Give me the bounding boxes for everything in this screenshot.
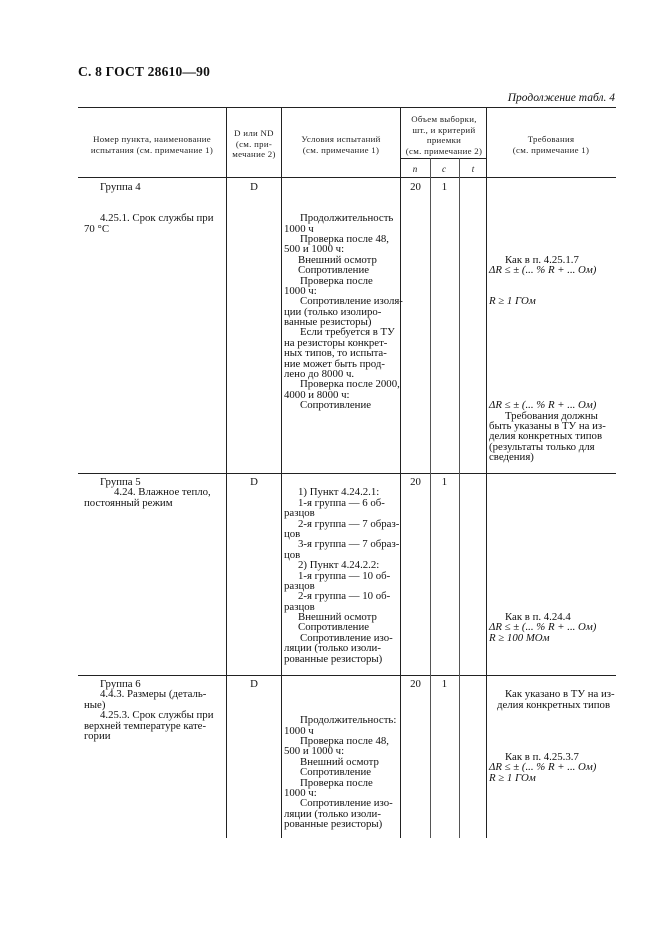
header-col1: [80, 134, 224, 155]
header-col5-text: Требования (см. примечание 1): [512, 134, 590, 155]
cell-line: [489, 369, 615, 379]
cell-line: 1000 ч:: [284, 786, 317, 799]
cell-line: Требования должны: [505, 409, 598, 422]
cell-line: Сопротивление: [298, 621, 370, 634]
col-divider-2: [281, 107, 282, 838]
clause-text: 4.24. Влажное тепло,: [114, 486, 211, 499]
cell-line: [489, 571, 615, 581]
cell-line: [489, 379, 615, 389]
requirement-text: Как указано в ТУ на из-: [505, 688, 615, 701]
cell-line: Сопротивление изо-: [300, 797, 393, 810]
group4-c: 1: [441, 181, 448, 193]
cell-line: 4000 и 8000 ч:: [284, 388, 350, 401]
table-header-border: [78, 177, 616, 178]
header-col5: [487, 134, 615, 155]
header-col3-text: Условия испытаний (см. примечание 1): [301, 134, 381, 155]
col-divider-1: [226, 107, 227, 838]
cell-line: Если требуется в ТУ: [300, 326, 395, 339]
group4-col5: [489, 182, 615, 463]
cell-line: Сопротивление: [300, 766, 372, 779]
cell-line: [489, 348, 615, 358]
cell-line: Сопротивление изо-: [300, 631, 393, 644]
cell-line: 1-я группа — 10 об-: [298, 569, 391, 582]
cell-line: 1) Пункт 4.24.2.1:: [298, 486, 380, 499]
requirement-formula: R ≥ 1 ГОм: [489, 771, 536, 784]
cell-line: на резисторы конкрет-: [284, 336, 388, 349]
requirement-formula: ΔR ≤ ± (... % R + ... Ом): [489, 761, 597, 774]
col-divider-c: [430, 158, 431, 838]
cell-line: делия конкретных типов: [489, 430, 603, 443]
cell-line: Продолжительность: [300, 212, 394, 225]
cell-line: [489, 731, 615, 741]
cell-line: цов: [284, 527, 301, 540]
cell-line: лено до 8000 ч.: [284, 368, 355, 381]
group4-col3: [284, 182, 403, 412]
group5-col1: [84, 477, 224, 508]
cell-line: [489, 477, 615, 487]
group-label: Группа 4: [100, 181, 141, 193]
cell-line: [489, 498, 615, 508]
col-divider-4: [486, 107, 487, 838]
requirement-ref: Как в п. 4.24.4: [505, 611, 571, 624]
cell-line: разцов: [284, 579, 315, 592]
cell-line: [284, 182, 398, 192]
group5-c: 1: [441, 476, 448, 488]
cell-line: Сопротивление: [298, 264, 370, 277]
cell-line: [284, 694, 398, 704]
cell-line: 2-я группа — 7 образ-: [298, 517, 400, 530]
cell-line: разцов: [284, 507, 315, 520]
cell-line: цов: [284, 548, 301, 561]
cell-line: Проверка после: [300, 274, 373, 287]
cell-line: [489, 182, 615, 192]
cell-line: [489, 213, 615, 223]
cell-line: ляции (только изоли-: [284, 642, 381, 655]
cell-line: [489, 317, 615, 327]
cell-line: [489, 581, 615, 591]
requirement-formula: ΔR ≤ ± (... % R + ... Ом): [489, 264, 597, 277]
group4-n: 20: [410, 181, 421, 193]
cell-line: ние может быть прод-: [284, 357, 385, 370]
group5-col5: [489, 477, 615, 643]
group5-d: D: [250, 476, 258, 488]
cell-line: рованные резисторы): [284, 818, 383, 831]
cell-line: 1000 ч:: [284, 284, 317, 297]
header-col3: [282, 134, 400, 155]
cell-line: Внешний осмотр: [300, 755, 379, 768]
subheader-line: [400, 158, 486, 159]
table-top-border: [78, 107, 616, 108]
cell-line: рованные резисторы): [284, 652, 383, 665]
cell-line: [489, 224, 615, 234]
cell-line: [489, 234, 615, 244]
cell-line: 3-я группа — 7 образ-: [298, 538, 400, 551]
group4-col1: [84, 182, 224, 234]
group6-d: D: [250, 678, 258, 690]
cell-line: Проверка после 2000,: [300, 378, 400, 391]
header-col2: [227, 128, 281, 160]
cell-line: ных типов, то испыта-: [284, 347, 387, 360]
requirement-ref: Как в п. 4.25.1.7: [505, 253, 579, 266]
cell-line: 500 и 1000 ч:: [284, 745, 345, 758]
group6-n: 20: [410, 678, 421, 690]
requirement-formula: ΔR ≤ ± (... % R + ... Ом): [489, 399, 597, 412]
requirement-ref: Как в п. 4.25.3.7: [505, 750, 579, 763]
page-header: С. 8 ГОСТ 28610—90: [78, 64, 211, 79]
group4-d: D: [250, 181, 258, 193]
col-divider-t: [459, 158, 460, 838]
cell-line: [489, 192, 615, 202]
group-label: Группа 6: [100, 678, 141, 690]
clause-text: 70 °C: [84, 222, 110, 235]
clause-text: гории: [84, 729, 111, 742]
group5-border: [78, 473, 616, 474]
cell-line: сведения): [489, 451, 534, 464]
cell-line: [284, 192, 398, 202]
cell-line: ванные резисторы): [284, 316, 372, 329]
cell-line: Внешний осмотр: [298, 611, 377, 624]
cell-line: 1000 ч: [284, 222, 314, 235]
cell-line: [489, 487, 615, 497]
cell-line: 1000 ч: [284, 724, 314, 737]
group6-col1: [84, 679, 224, 741]
header-col1-text: Номер пункта, наименование испытания (см. примечание 1): [90, 134, 214, 155]
clause-text: ные): [84, 698, 106, 711]
clause-text: 4.25.3. Срок службы при: [100, 709, 214, 722]
cell-line: [489, 591, 615, 601]
cell-line: [489, 529, 615, 539]
cell-line: [489, 539, 615, 549]
cell-line: 1-я группа — 6 об-: [298, 496, 385, 509]
group6-col5: [489, 679, 615, 783]
cell-line: Проверка после 48,: [300, 232, 390, 245]
header-col2-text: D или ND (см. при- мечание 2): [232, 128, 276, 160]
cell-line: Проверка после 48,: [300, 734, 390, 747]
table-caption: Продолжение табл. 4: [507, 92, 615, 104]
header-t: t: [471, 164, 475, 174]
cell-line: Продолжительность:: [300, 714, 397, 727]
cell-line: [489, 327, 615, 337]
cell-line: [489, 203, 615, 213]
clause-text: 4.25.1. Срок службы при: [100, 212, 214, 225]
cell-line: [489, 508, 615, 518]
requirement-text: делия конкретных типов: [497, 698, 611, 711]
requirement-formula: ΔR ≤ ± (... % R + ... Ом): [489, 621, 597, 634]
header-col4-text: Объем выборки, шт., и критерий приемки (см. примечание 2): [405, 114, 483, 156]
group6-col3: [284, 684, 398, 829]
cell-line: быть указаны в ТУ на из-: [489, 419, 606, 432]
cell-line: 500 и 1000 ч:: [284, 243, 345, 256]
cell-line: [489, 710, 615, 720]
cell-line: Сопротивление изоля-: [300, 295, 403, 308]
header-col4: [401, 114, 487, 156]
group5-col3: [284, 477, 398, 664]
cell-line: разцов: [284, 600, 315, 613]
cell-line: [489, 519, 615, 529]
clause-text: верхней температуре кате-: [84, 719, 207, 732]
cell-line: Проверка после: [300, 776, 373, 789]
cell-line: 2-я группа — 10 об-: [298, 590, 391, 603]
group-label: Группа 5: [100, 476, 141, 488]
header-c: c: [442, 164, 446, 174]
group5-n: 20: [410, 476, 421, 488]
cell-line: [489, 721, 615, 731]
cell-line: [489, 550, 615, 560]
col-divider-3: [400, 107, 401, 838]
cell-line: [489, 276, 615, 286]
clause-text: постоянный режим: [84, 496, 173, 509]
cell-line: [489, 307, 615, 317]
cell-line: [489, 338, 615, 348]
cell-line: 2) Пункт 4.24.2.2:: [298, 559, 380, 572]
clause-text: 4.4.3. Размеры (деталь-: [100, 688, 207, 701]
requirement-formula: R ≥ 100 МОм: [489, 631, 550, 644]
cell-line: [84, 192, 224, 202]
cell-line: ляции (только изоли-: [284, 807, 381, 820]
cell-line: ции (только изолиро-: [284, 305, 382, 318]
cell-line: [284, 684, 398, 694]
cell-line: [489, 359, 615, 369]
requirement-formula: R ≥ 1 ГОм: [489, 295, 536, 308]
cell-line: [489, 560, 615, 570]
group6-c: 1: [441, 678, 448, 690]
cell-line: (результаты только для: [489, 440, 595, 453]
header-n: n: [412, 164, 418, 174]
cell-line: Сопротивление: [300, 399, 372, 412]
cell-line: Внешний осмотр: [298, 253, 377, 266]
group6-border: [78, 675, 616, 676]
